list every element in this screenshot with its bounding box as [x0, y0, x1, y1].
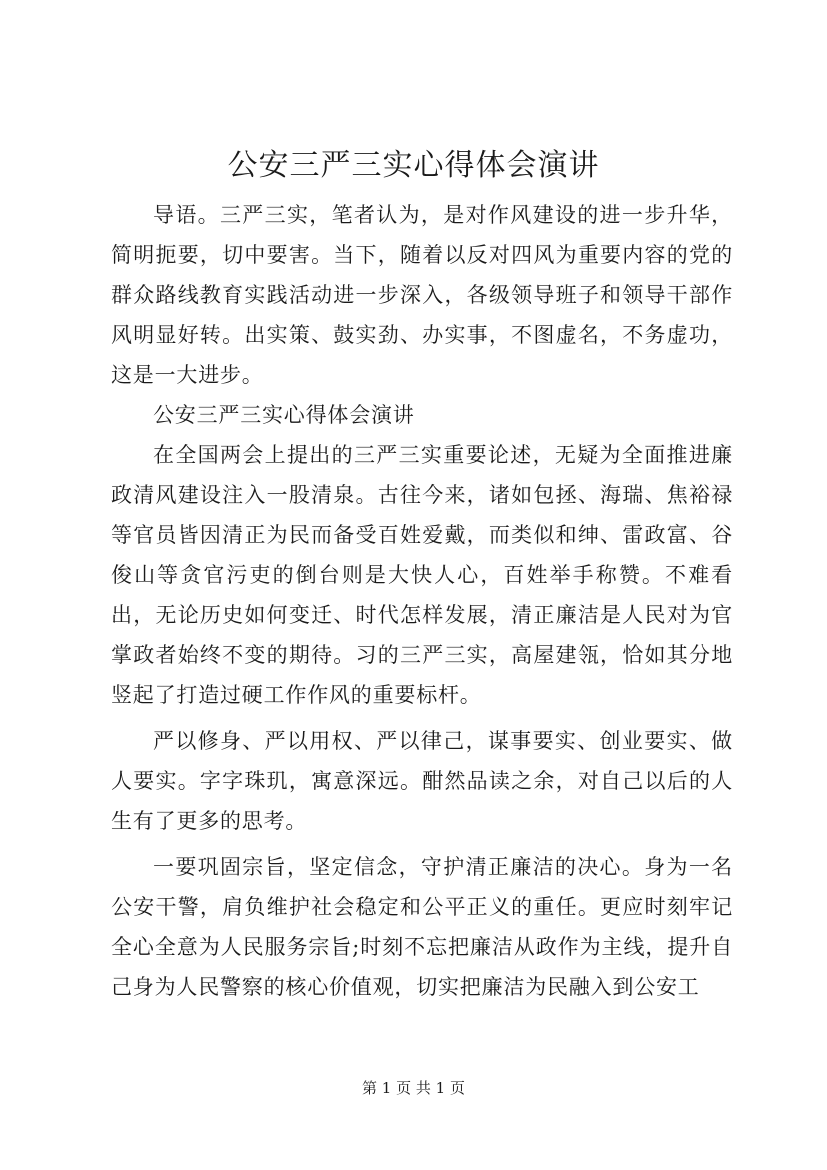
paragraph-main: 在全国两会上提出的三严三实重要论述，无疑为全面推进廉政清风建设注入一股清泉。古往今来，诸如包拯、海瑞、焦裕禄等官员皆因清正为民而备受百姓爱戴，而类似和绅、雷政富、谷俊山等贪官污吏的倒台则是大快人心，百姓举手称赞。不难看出，无论历史如何变迁、时代怎样发展，清正廉洁是人民对为官掌政者始终不变的期待。习的三严三实，高屋建瓴，恰如其分地竖起了打造过硬工作作风的重要标杆。	[111, 443, 733, 707]
document-body	[111, 195, 733, 1007]
paragraph-principles: 严以修身、严以用权、严以律己，谋事要实、创业要实、做人要实。字字珠玑，寓意深远。酣然品读之余，对自己以后的人生有了更多的思考。	[111, 729, 733, 833]
paragraph-intro: 导语。三严三实，笔者认为，是对作风建设的进一步升华，简明扼要，切中要害。当下，随着以反对四风为重要内容的党的群众路线教育实践活动进一步深入，各级领导班子和领导干部作风明显好转。出实策、鼓实劲、办实事，不图虚名，不务虚功，这是一大进步。	[111, 203, 733, 387]
paragraph-first-point: 一要巩固宗旨，坚定信念，守护清正廉洁的决心。身为一名公安干警，肩负维护社会稳定和公平正义的重任。更应时刻牢记全心全意为人民服务宗旨;时刻不忘把廉洁从政作为主线，提升自己身为人民警察的核心价值观，切实把廉洁为民融入到公安工	[111, 855, 733, 999]
paragraph-subtitle: 公安三严三实心得体会演讲	[153, 403, 415, 427]
page-number-footer: 第 1 页 共 1 页	[362, 1079, 465, 1097]
page-title: 公安三严三实心得体会演讲	[227, 148, 600, 183]
